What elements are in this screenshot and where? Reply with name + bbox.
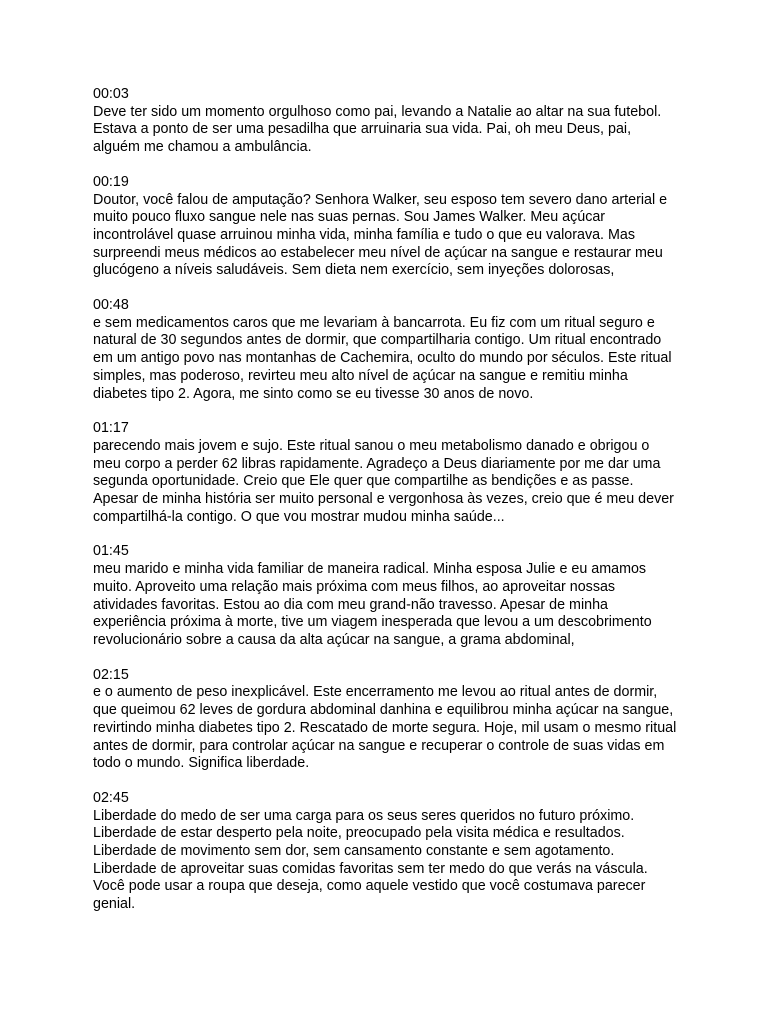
transcript-line: revirtindo minha diabetes tipo 2. Rescatado de morte segura. Hoje, mil usam o mesmo ritual	[93, 719, 677, 736]
transcript-line: e o aumento de peso inexplicável. Este encerramento me levou ao ritual antes de dormir,	[93, 684, 658, 701]
transcript-line: Liberdade de aproveitar suas comidas favoritas sem ter medo do que verás na váscula.	[93, 860, 648, 877]
transcript-line: em um antigo povo nas montanhas de Cachemira, oculto do mundo por séculos. Este ritual	[93, 350, 672, 367]
transcript-line: Deve ter sido um momento orgulhoso como pai, levando a Natalie ao altar na sua futebol.	[93, 103, 662, 120]
transcript-line: meu marido e minha vida familiar de maneira radical. Minha esposa Julie e eu amamos	[93, 561, 647, 578]
timestamp: 00:48	[93, 297, 129, 314]
transcript-line: todo o mundo. Significa liberdade.	[93, 755, 310, 772]
transcript-line: diabetes tipo 2. Agora, me sinto como se eu tivesse 30 anos de novo.	[93, 385, 534, 402]
transcript-line: incontrolável quase arruinou minha vida, minha família e tudo o que eu valorava. Mas	[93, 226, 636, 243]
transcript-line: simples, mas poderoso, revirteu meu alto nível de açúcar na sangue e remitiu minha	[93, 367, 628, 384]
transcript-line: meu corpo a perder 62 libras rapidamente. Agradeço a Deus diariamente por me dar uma	[93, 455, 661, 472]
transcript-line: surpreendi meus médicos ao estabelecer meu nível de açúcar na sangue e restaurar meu	[93, 244, 663, 261]
transcript-line: alguém me chamou a ambulância.	[93, 139, 312, 156]
transcript-line: compartilhá-la contigo. O que vou mostrar mudou minha saúde...	[93, 508, 505, 525]
transcript-line: experiência próxima à morte, tive um viagem inesperada que levou a um descobrimento	[93, 614, 652, 631]
transcript-page	[93, 86, 683, 931]
transcript-line: antes de dormir, para controlar açúcar na sangue e recuperar o controle de suas vidas em	[93, 737, 665, 754]
transcript-segment	[93, 667, 683, 773]
timestamp: 00:03	[93, 86, 129, 102]
transcript-segment	[93, 420, 683, 526]
transcript-line: Liberdade de estar desperto pela noite, preocupado pela visita médica e resultados.	[93, 825, 625, 842]
transcript-line: que queimou 62 leves de gordura abdominal danhina e equilibrou minha açúcar na sangue,	[93, 702, 674, 719]
transcript-segment	[93, 174, 683, 280]
timestamp: 00:19	[93, 173, 129, 190]
transcript-line: e sem medicamentos caros que me levariam à bancarrota. Eu fiz com um ritual seguro e	[93, 314, 655, 331]
transcript-line: Liberdade do medo de ser uma carga para os seus seres queridos no futuro próximo.	[93, 807, 635, 824]
transcript-line: Liberdade de movimento sem dor, sem cansamento constante e sem agotamento.	[93, 843, 615, 860]
timestamp: 02:45	[93, 789, 129, 806]
transcript-line: glucógeno a níveis saludáveis. Sem dieta nem exercício, sem inyeções dolorosas,	[93, 262, 615, 279]
timestamp: 01:17	[93, 420, 129, 437]
timestamp: 02:15	[93, 666, 129, 683]
transcript-line: natural de 30 segundos antes de dormir, que compartilharia contigo. Um ritual encontrado	[93, 332, 662, 349]
transcript-line: parecendo mais jovem e sujo. Este ritual sanou o meu metabolismo danado e obrigou o	[93, 437, 650, 454]
transcript-line: muito pouco fluxo sangue nele nas suas pernas. Sou James Walker. Meu açúcar	[93, 209, 606, 226]
timestamp: 01:45	[93, 543, 129, 560]
transcript-line: Você pode usar a roupa que deseja, como aquele vestido que você costumava parecer	[93, 878, 646, 895]
transcript-line: genial.	[93, 896, 136, 913]
transcript-segment	[93, 86, 683, 157]
transcript-line: Doutor, você falou de amputação? Senhora Walker, seu esposo tem severo dano arterial e	[93, 191, 668, 208]
transcript-line: Estava a ponto de ser uma pesadilha que arruinaria sua vida. Pai, oh meu Deus, pai,	[93, 121, 632, 138]
transcript-line: segunda oportunidade. Creio que Ele quer que compartilhe as bendições e as passe.	[93, 473, 634, 490]
transcript-segment	[93, 543, 683, 649]
transcript-line: Apesar de minha história ser muito personal e vergonhosa às vezes, creio que é meu dever	[93, 491, 674, 508]
transcript-line: muito. Aproveito uma relação mais próxima com meus filhos, ao aproveitar nossas	[93, 578, 616, 595]
transcript-line: atividades favoritas. Estou ao dia com meu grand-não travesso. Apesar de minha	[93, 596, 608, 613]
transcript-segment	[93, 790, 683, 914]
transcript-line: revolucionário sobre a causa da alta açúcar na sangue, a grama abdominal,	[93, 631, 575, 648]
transcript-segment	[93, 297, 683, 403]
